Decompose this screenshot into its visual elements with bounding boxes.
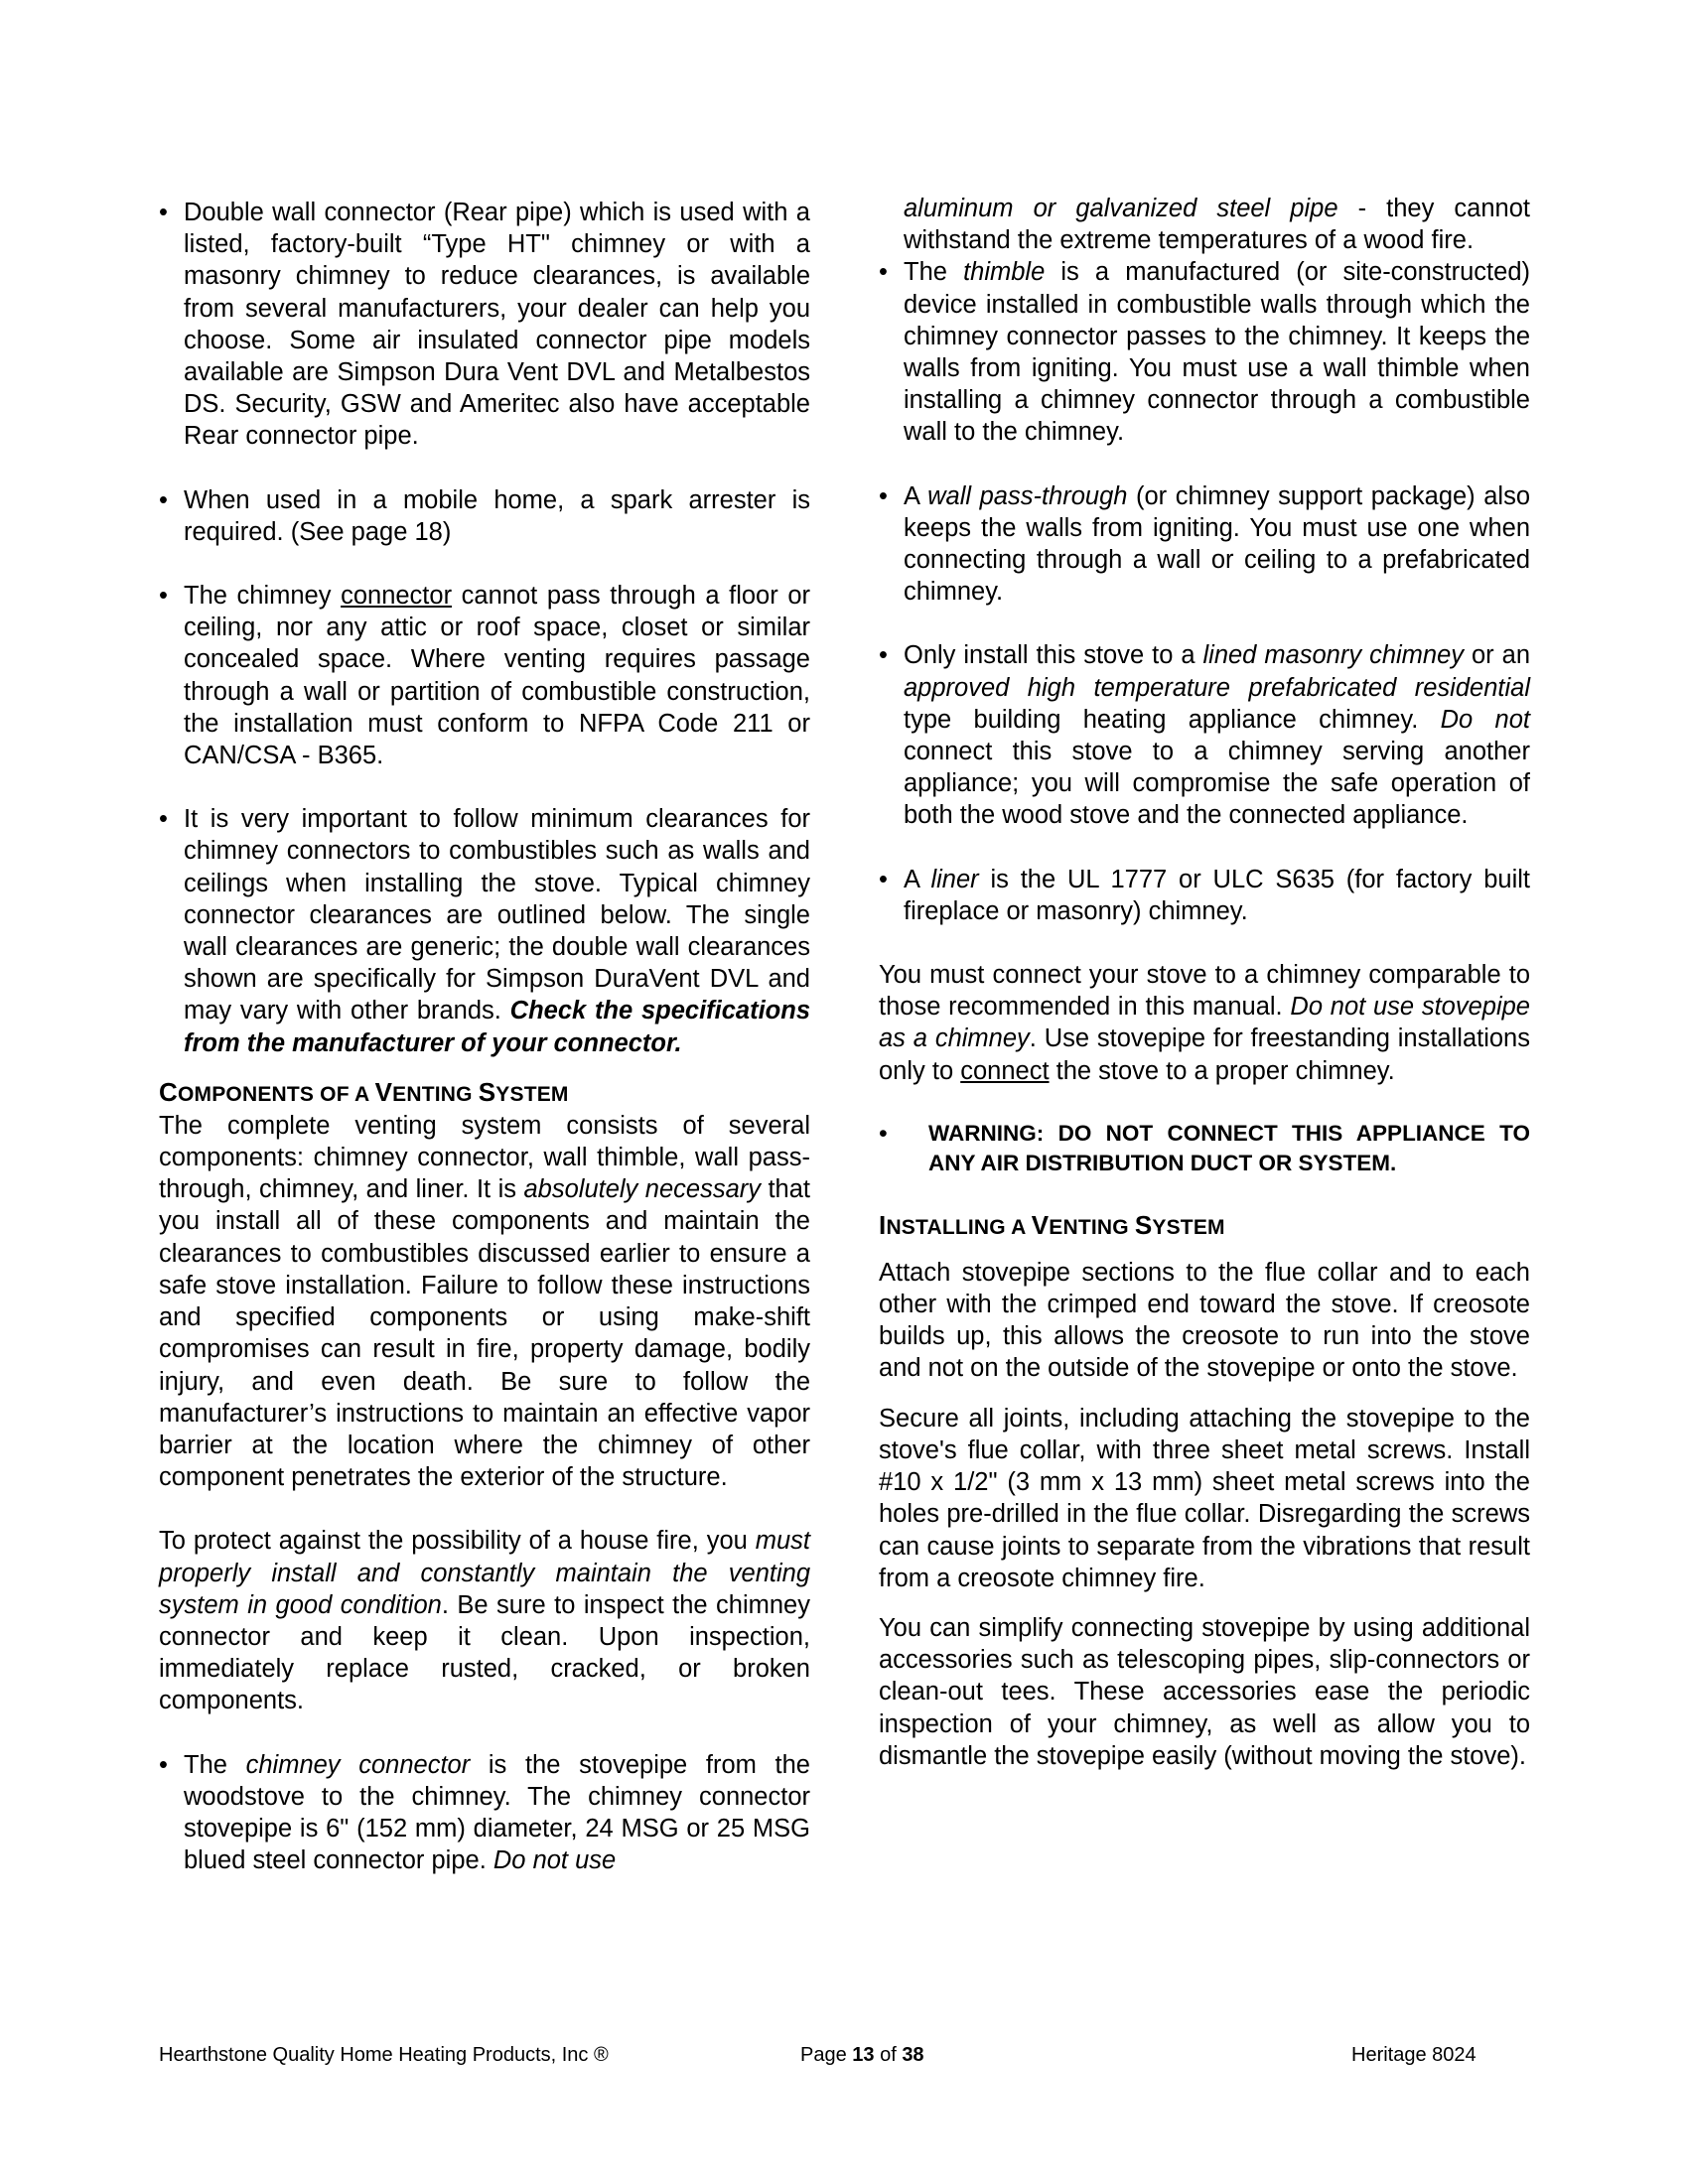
italic-run: approved high temperature prefabricated residential [904,673,1530,702]
bullet-text: Double wall connector (Rear pipe) which is used with a listed, factory-built “Type HT" chimney or with a masonry chimney to reduce clearances, is available from several manufacturers, your dealer can help you choose. Some air insulated connector pipe models available are Simpson Dura Vent DVL and Metalbestos DS. Security, GSW and Ameritec also have acceptable Rear connector pipe. [184,199,810,451]
text-run: . Use stovepipe for freestanding installations only to [879,1024,1530,1085]
text-run: the stove to a proper chimney. [1049,1056,1395,1085]
bullet-connector-passage [159,580,810,771]
left-column [159,197,810,1876]
italic-run: lined masonry chimney [1202,641,1465,670]
underlined-connect: connect [960,1056,1050,1085]
bullet-clearances [159,803,810,1059]
heading-rest: ENTING [392,1082,479,1106]
italic-run: liner [930,865,979,893]
italic-run: Do not use [492,1846,617,1875]
text-run: A [904,865,931,893]
italic-run: chimney connector [245,1750,471,1779]
bullet-thimble [879,256,1530,448]
text-run: connect this stove to a chimney serving another appliance; you will compromise the safe operation of both the wood stove and the connected appliance. [904,738,1530,830]
text-run: The chimney [184,582,342,611]
heading-rest: OMPONENTS OF A [177,1082,375,1106]
text-run: that you install all of these components and maintain the clearances to combustibles discussed earlier to ensure a safe stove installation. Failure to follow these instructions and specified components or using make-shift compromises can result in fire, property damage, bodily injury, and even death. Be sure to follow the manufacturer’s instructions to maintain an effective vapor barrier at the location where the chimney of other component penetrates the exterior of the structure. [159,1175,810,1492]
text-run: cannot pass through a floor or ceiling, nor any attic or roof space, closet or similar concealed space. Where venting requires passage through a wall or partition of combustible construction, the installation must conform to NFPA Code 211 or CAN/CSA - B365. [184,582,810,770]
of-word: of [874,2044,903,2066]
text-run: Secure all joints, including attaching the stovepipe to the stove's flue collar, with three sheet metal screws. Install #10 x 1/2" (3 mm x 13 mm) sheet metal screws into the holes pre-drilled in the flue collar. Disregarding the screws can cause joints to separate from the vibrations that result from a creosote chimney fire. [879,1404,1530,1592]
warning-bullet [879,1119,1530,1178]
right-column [879,193,1530,1772]
heading-cap: C [159,1076,178,1107]
heading-rest: NSTALLING A [886,1215,1032,1239]
page-word: Page [800,2044,853,2066]
italic-run: Do not use stovepipe as a chimney [879,993,1530,1053]
heading-rest: YSTEM [495,1082,569,1106]
footer-model: Heritage 8024 [1351,2044,1477,2066]
italic-run: aluminum or galvanized steel pipe [904,195,1338,222]
heading-rest: ENTING [1049,1215,1135,1239]
paragraph-connect-chimney [879,959,1530,1087]
italic-run: absolutely necessary [523,1175,761,1204]
heading-cap: I [879,1209,887,1240]
text-run: A [904,481,928,510]
text-run: The [904,258,964,287]
paragraph-attach-stovepipe [879,1257,1530,1385]
text-run: You can simplify connecting stovepipe by using additional accessories such as telescoping pipes, slip-connectors or clean-out tees. These accessories ease the periodic inspection of your chimney, as well as allow you to dismantle the stovepipe easily (without moving the stove). [879,1613,1530,1770]
heading-rest: YSTEM [1152,1215,1225,1239]
text-run: - they cannot withstand the extreme temperatures of a wood fire. [904,195,1530,255]
heading-cap: S [478,1076,496,1107]
bullet-liner [879,864,1530,927]
paragraph-house-fire [159,1525,810,1716]
footer-company: Hearthstone Quality Home Heating Products, Inc ® [159,2044,609,2066]
italic-run: Do not [1440,705,1530,734]
text-run: The [184,1750,246,1779]
text-run: (or chimney support package) also keeps the walls from igniting. You must use one when connecting through a wall or ceiling to a prefabricated chimney. [904,481,1530,607]
footer-page-number [800,2043,924,2067]
text-run: The complete venting system consists of several components: chimney connector, wall thimble, wall pass-through, chimney, and liner. It is [159,1111,810,1204]
italic-run: wall pass-through [927,481,1128,510]
bullet-text: When used in a mobile home, a spark arrester is required. (See page 18) [184,485,810,546]
page-current: 13 [852,2044,875,2066]
bullet-continuation [879,193,1530,256]
text-run: is the stovepipe from the woodstove to the chimney. The chimney connector stovepipe is 6" (152 mm) diameter, 24 MSG or 25 MSG blued steel connector pipe. [184,1750,810,1875]
paragraph-simplify [879,1612,1530,1772]
text-run: is a manufactured (or site-constructed) device installed in combustible walls through which the chimney connector passes to the chimney. It keeps the walls from igniting. You must use a wall thimble when installing a chimney connector through a combustible wall to the chimney. [904,258,1530,447]
italic-run: thimble [963,258,1046,287]
heading-cap: S [1134,1209,1153,1240]
bullet-double-wall-connector [159,197,810,453]
text-run: is the UL 1777 or ULC S635 (for factory built fireplace or masonry) chimney. [904,865,1530,925]
text-run: Only install this stove to a [904,641,1203,670]
bullet-mobile-home [159,484,810,548]
text-run: To protect against the possibility of a house fire, you [159,1527,756,1556]
text-run: . Be sure to inspect the chimney connector and keep it clean. Upon inspection, immediately replace rusted, cracked, or broken components. [159,1590,810,1715]
text-run: or an [1464,641,1530,670]
section-heading-components [159,1077,810,1110]
text-run: type building heating appliance chimney. [904,705,1441,734]
page-total: 38 [902,2044,924,2066]
bullet-chimney-connector [159,1749,810,1877]
bullet-lined-chimney [879,639,1530,831]
text-run: You must connect your stove to a chimney comparable to those recommended in this manual. [879,961,1530,1022]
heading-cap: V [1031,1209,1050,1240]
italic-run: must properly install and constantly maintain the venting system in good condition [159,1527,810,1619]
underlined-connector: connector [341,582,453,611]
paragraph-components [159,1110,810,1493]
bold-note: Check the specifications from the manufacturer of your connector. [184,997,811,1057]
paragraph-secure-joints [879,1403,1530,1594]
text-run: Attach stovepipe sections to the flue collar and to each other with the crimped end toward the stove. If creosote builds up, this allows the creosote to run into the stove and not on the outside of the stovepipe or onto the stove. [879,1258,1530,1383]
warning-text: WARNING: DO NOT CONNECT THIS APPLIANCE TO ANY AIR DISTRIBUTION DUCT OR SYSTEM. [928,1120,1530,1175]
text-run: It is very important to follow minimum clearances for chimney connectors to combustibles such as walls and ceilings when installing the stove. Typical chimney connector clearances are outlined below. The single wall clearances are generic; the double wall clearances shown are specifically for Simpson DuraVent DVL and may vary with other brands. [184,805,810,1025]
heading-cap: V [374,1076,393,1107]
section-heading-installing [879,1210,1530,1243]
bullet-wall-pass-through [879,480,1530,609]
